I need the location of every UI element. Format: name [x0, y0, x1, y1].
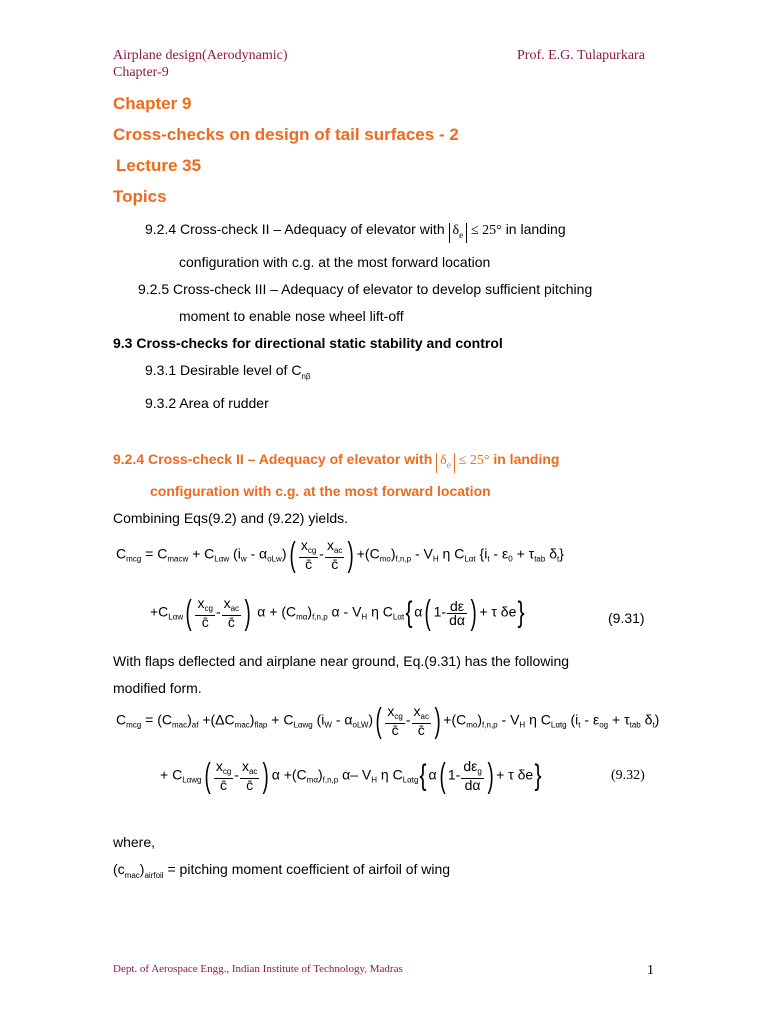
flaps-text-line2: modified form.	[113, 680, 202, 696]
topic-9-2-5-line2: moment to enable nose wheel lift-off	[179, 308, 404, 324]
course-title: Airplane design(Aerodynamic)	[113, 48, 288, 63]
topic-9-2-5: 9.2.5 Cross-check III – Adequacy of elevator to develop sufficient pitching	[138, 281, 593, 297]
airfoil-moment-definition: $(c_{mac})_{airfoil}$ = pitching moment coefficient of airfoil of wing	[113, 861, 451, 880]
lecture-heading: Lecture 35	[116, 156, 202, 175]
where-text: where,	[113, 834, 156, 850]
flaps-text-line1: With flaps deflected and airplane near ground, Eq.(9.31) has the following	[113, 653, 570, 669]
section-heading: 9.2.4 Cross-check II – Adequacy of elevator with $\delta_e \le 25^\circ$ in landing	[113, 451, 559, 473]
topic-9-3: 9.3 Cross-checks for directional static stability and control	[113, 335, 503, 351]
delta-e-abs: $\delta_e$	[436, 453, 455, 473]
author-name: Prof. E.G. Tulapurkara	[517, 48, 645, 63]
page-number: 1	[647, 963, 654, 978]
topic-9-3-2: 9.3.2 Area of rudder	[145, 395, 269, 411]
topic-9-3-1: 9.3.1 Desirable level of $C_{n\beta}$	[145, 362, 311, 381]
topic-9-2-4: 9.2.4 Cross-check II – Adequacy of elevator with $\delta_e \le 25^\circ$ in landing	[145, 221, 566, 243]
combining-text: Combining Eqs(9.2) and (9.22) yields.	[113, 510, 349, 526]
topics-heading: Topics	[113, 187, 167, 206]
section-heading-line2: configuration with c.g. at the most forward location	[150, 483, 491, 499]
equation-9-31-line1: $C_{mcg} = C_{macw} + C_{L\alpha w}$ $(i_w - \alpha_{oLw})$( $\frac{x_{cg}}{c̄}$ - $\frac{x_{ac}}{c̄}$ ) $+(C_{mo})_{f,n,p} - V_H$ η $C_{L\alpha t}$ {$i_t - \varepsilon_0 + \tau_{tab}$ $\delta_t$}	[116, 536, 564, 574]
equation-9-31-line2: $+C_{L\alpha w}$( $\frac{x_{cg}}{c̄}$ - $\frac{x_{ac}}{c̄}$ ) $\alpha + (C_{m\alpha})_{f,n,p}$ α - $V_H$ η $C_{L\alpha t}${ α( 1- $\frac{d\varepsilon}{d\alpha}$ ) + τ δe}	[150, 594, 525, 632]
equation-9-32-label: (9.32)	[611, 768, 645, 783]
footer-department: Dept. of Aerospace Engg., Indian Institute of Technology, Madras	[113, 963, 403, 975]
topic-9-2-4-line2: configuration with c.g. at the most forward location	[179, 254, 491, 270]
chapter-reference: Chapter-9	[113, 65, 169, 80]
equation-9-31-label: (9.31)	[608, 610, 645, 626]
equation-9-32-line1: $C_{mcg} = (C_{mac})_{af} +(\Delta C_{mac})_{flap} + C_{L\alpha wg}$ $(i_W - \alpha_{oLW})$( $\frac{x_{cg}}{c̄}$ - $\frac{x_{ac}}{c̄}$ ) $+(C_{mo})_{f,n,p} - V_H$ η $C_{L\alpha tg}$ ($i_t - \varepsilon_{og} + \tau_{tab}$ $\delta_t$)	[116, 702, 660, 740]
chapter-title: Cross-checks on design of tail surfaces - 2	[113, 125, 459, 144]
delta-e-abs: $\delta_e$	[449, 223, 468, 243]
chapter-heading: Chapter 9	[113, 94, 192, 113]
equation-9-32-line2: + $C_{L\alpha wg}$( $\frac{x_{cg}}{c̄}$ - $\frac{x_{ac}}{c̄}$ ) $\alpha +(C_{m\alpha})_{f,n,p}$ α– $V_H$ η $C_{L\alpha tg}${ α( 1- $\frac{d\varepsilon_g}{d\alpha}$ ) + τ δe}	[160, 757, 542, 795]
